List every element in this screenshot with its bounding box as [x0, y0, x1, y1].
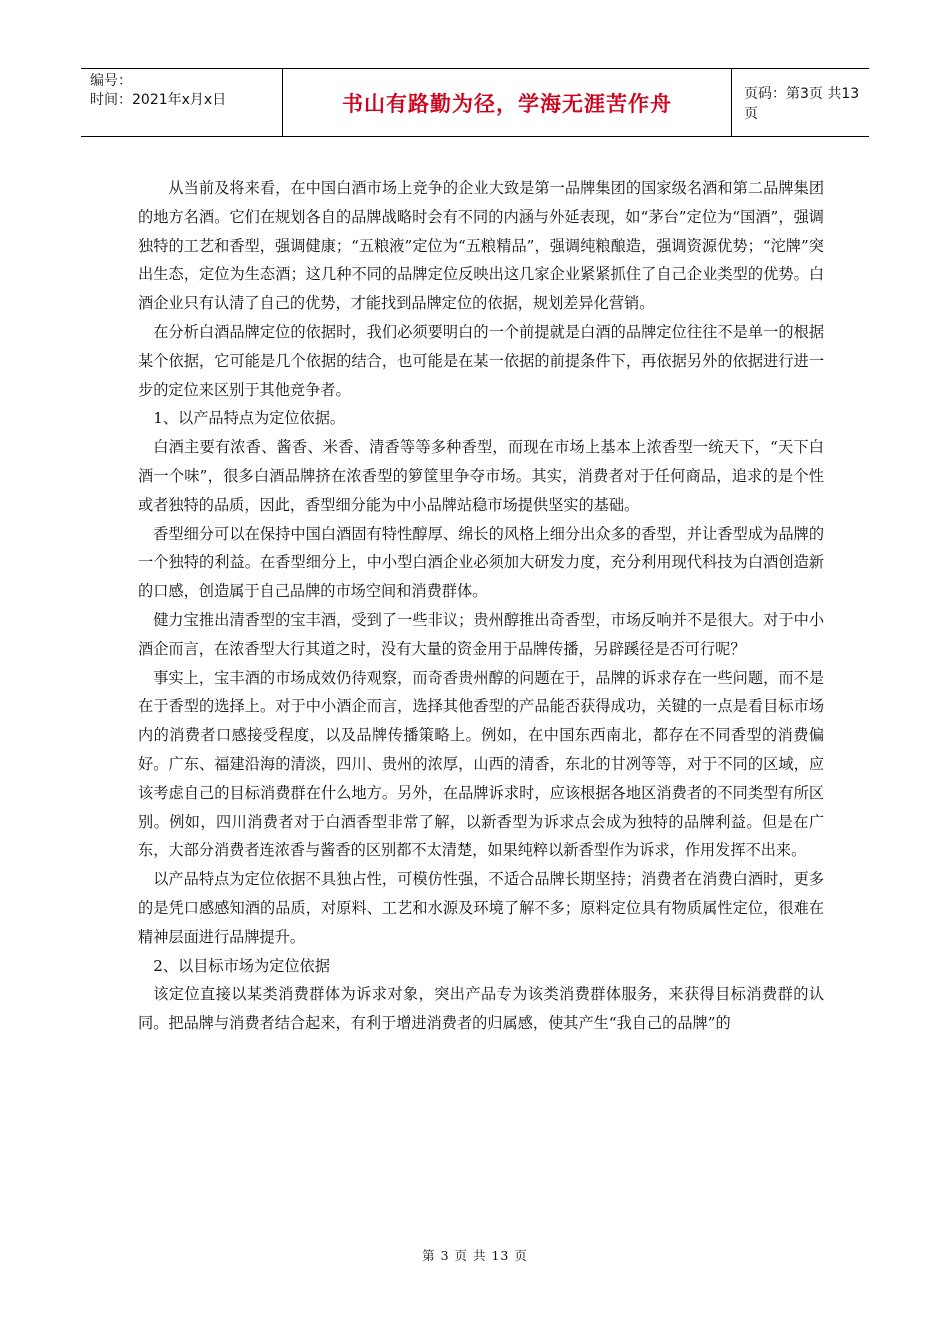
- number-label: 编号：: [90, 73, 132, 89]
- section-heading: 1、以产品特点为定位依据。: [153, 409, 346, 428]
- section-heading: 2、以目标市场为定位依据: [153, 956, 330, 975]
- page-header: [81, 68, 869, 137]
- paragraph: 事实上，宝丰酒的市场成效仍待观察，而奇香贵州醇的问题在于，品牌的诉求存在一些问题，而不是在于香型的选择上。对于中小酒企而言，选择其他香型的产品能否获得成功，关键的一点是看目标市场内的消费者口感接受程度，以及品牌传播策略上。例如，在中国东西南北，都存在不同香型的消费偏好。广东、福建沿海的清淡，四川、贵州的浓厚，山西的清香，东北的甘冽等等，对于不同的区域，应该考虑自己的目标消费群在什么地方。另外，在品牌诉求时，应该根据各地区消费者的不同类型有所区别。例如，四川消费者对于白酒香型非常了解，以新香型为诉求点会成为独特的品牌利益。但是在广东，大部分消费者连浓香与酱香的区别都不太清楚，如果纯粹以新香型作为诉求，作用发挥不出来。: [138, 668, 824, 860]
- paragraph: 在分析白酒品牌定位的依据时，我们必须要明白的一个前提就是白酒的品牌定位往往不是单一的根据某个依据，它可能是几个依据的结合，也可能是在某一依据的前提条件下，再依据另外的依据进行进一步的定位来区别于其他竞争者。: [138, 322, 824, 399]
- paragraph: 从当前及将来看，在中国白酒市场上竞争的企业大致是第一品牌集团的国家级名酒和第二品牌集团的地方名酒。它们在规划各自的品牌战略时会有不同的内涵与外延表现，如“茅台”定位为“国酒”，强调独特的工艺和香型，强调健康；“五粮液”定位为“五粮精品”，强调纯粮酿造，强调资源优势；“沱牌”突出生态，定位为生态酒；这几种不同的品牌定位反映出这几家企业紧紧抓住了自己企业类型的优势。白酒企业只有认清了自己的优势，才能找到品牌定位的依据，规划差异化营销。: [138, 179, 824, 313]
- header-page-info: 页码：第3页 共13页: [744, 85, 860, 122]
- paragraph: 以产品特点为定位依据不具独占性，可模仿性强，不适合品牌长期坚持；消费者在消费白酒时，更多的是凭口感感知酒的品质，对原料、工艺和水源及环境了解不多；原料定位具有物质属性定位，很难在精神层面进行品牌提升。: [138, 870, 824, 946]
- page-footer: 第 3 页 共 13 页: [422, 1248, 528, 1263]
- paragraph: 白酒主要有浓香、酱香、米香、清香等等多种香型，而现在市场上基本上浓香型一统天下，“天下白酒一个味”，很多白酒品牌挤在浓香型的箩筐里争夺市场。其实，消费者对于任何商品，追求的是个性或者独特的品质，因此，香型细分能为中小品牌站稳市场提供坚实的基础。: [138, 438, 824, 514]
- document-body: [138, 174, 824, 1038]
- date-label: 时间：2021年x月x日: [90, 92, 227, 108]
- paragraph: 香型细分可以在保持中国白酒固有特性醇厚、绵长的风格上细分出众多的香型，并让香型成为品牌的一个独特的利益。在香型细分上，中小型白酒企业必须加大研发力度，充分利用现代科技为白酒创造新的口感，创造属于自己品牌的市场空间和消费群体。: [138, 524, 824, 601]
- paragraph: 该定位直接以某类消费群体为诉求对象，突出产品专为该类消费群体服务，来获得目标消费群的认同。把品牌与消费者结合起来，有利于增进消费者的归属感，使其产生“我自己的品牌”的: [138, 985, 824, 1033]
- paragraph: 健力宝推出清香型的宝丰酒，受到了一些非议；贵州醇推出奇香型，市场反响并不是很大。对于中小酒企而言，在浓香型大行其道之时，没有大量的资金用于品牌传播，另辟蹊径是否可行呢？: [138, 610, 824, 658]
- header-motto: 书山有路勤为径，学海无涯苦作舟: [283, 69, 732, 136]
- header-meta: [81, 69, 283, 136]
